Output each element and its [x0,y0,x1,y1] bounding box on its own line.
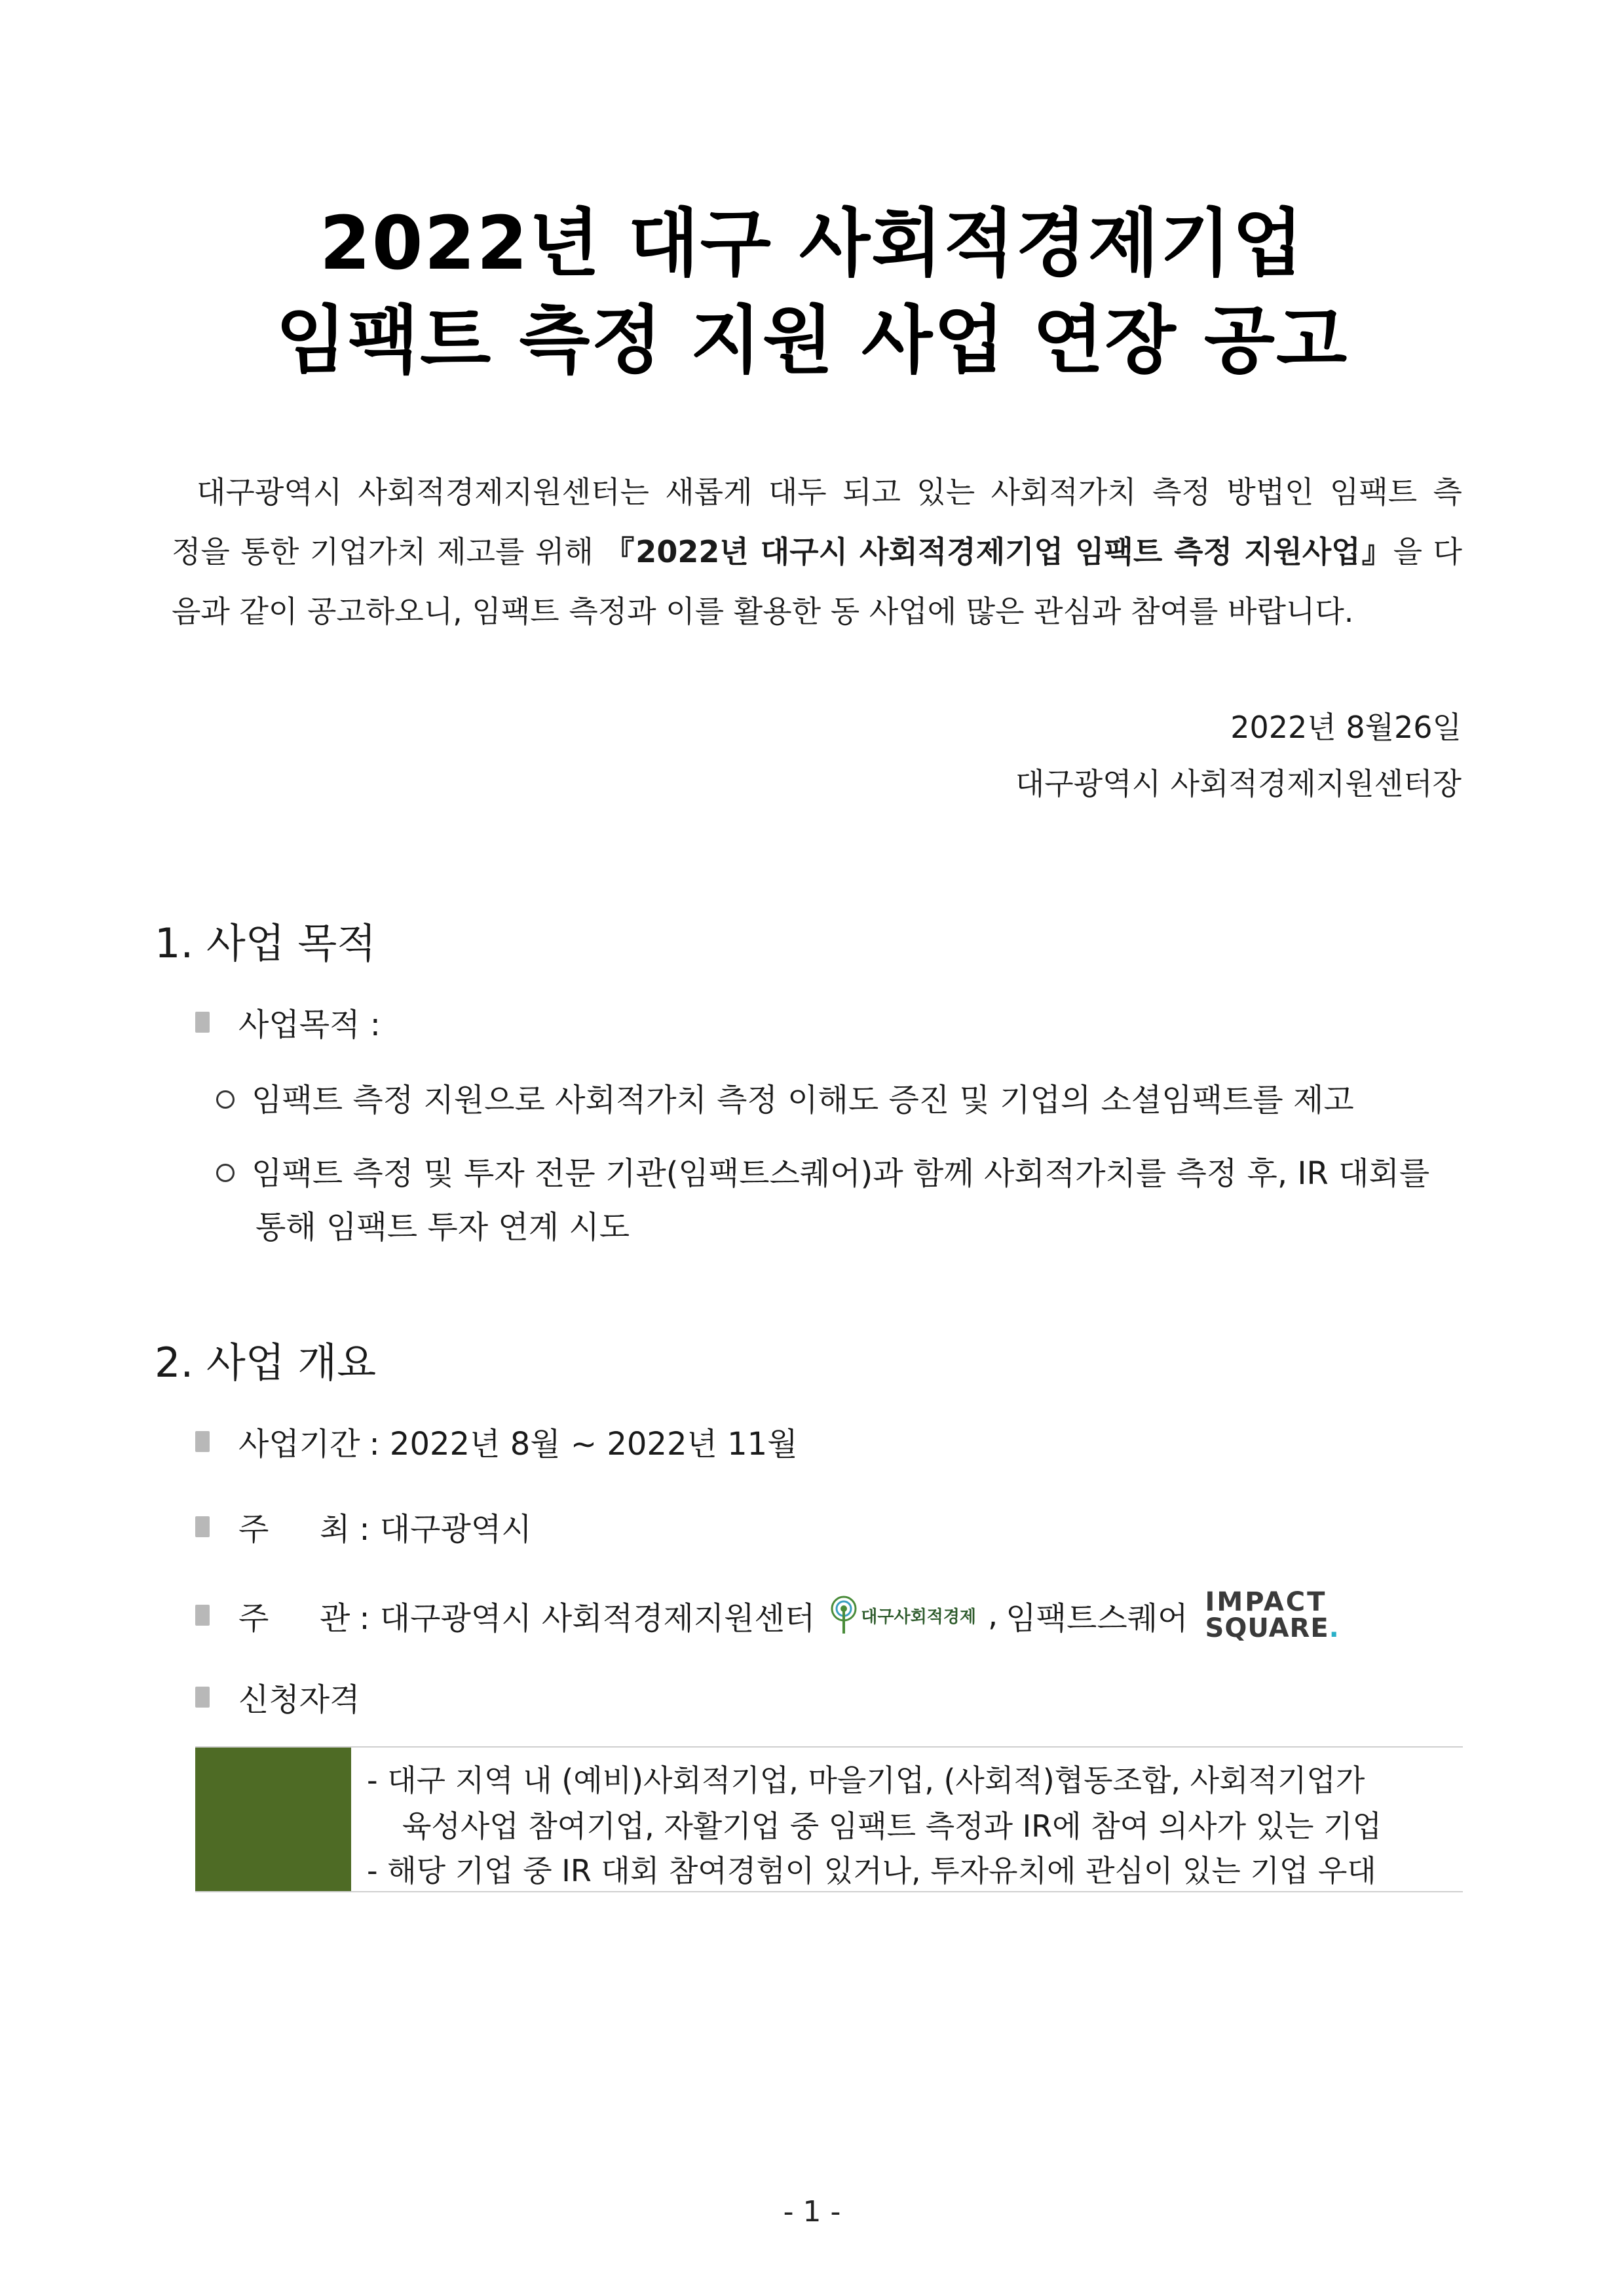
impact-logo-dot-icon: . [1329,1613,1340,1643]
daegu-social-economy-logo [831,1594,976,1636]
section1-heading: 1. 사업 목적 [155,919,377,967]
section2-heading: 2. 사업 개요 [155,1339,377,1387]
impact-logo-line2 [1205,1615,1340,1641]
host-value: : 대구광역시 [359,1511,532,1548]
purpose-item-1 [216,1075,1354,1120]
impact-logo-line1: IMPACT [1205,1587,1327,1617]
intro-paragraph-line3: 음과 같이 공고하오니, 임팩트 측정과 이를 활용한 동 사업에 많은 관심과 참여를 바랍니다. [172,594,1354,629]
purpose-item-2 [216,1148,1429,1193]
purpose-label: 사업목적 : [238,1006,381,1043]
eligibility-table [195,1746,1463,1892]
organizer-value-2: 임팩트스퀘어 [1006,1599,1188,1637]
host-label-char2: 최 [320,1511,350,1548]
purpose-item-2-continuation: 통해 임팩트 투자 연계 시도 [255,1209,630,1246]
intro-line2-suffix: 을 다 [1393,534,1462,569]
announcement-date: 2022년 8월26일 [1230,710,1462,745]
square-bullet-icon [195,1431,210,1452]
intro-paragraph-line1: 대구광역시 사회적경제지원센터는 새롭게 대두 되고 있는 사회적가치 측정 방법인 임팩트 측 [197,474,1462,510]
circle-bullet-icon [216,1164,235,1182]
eligibility-color-swatch [195,1748,351,1891]
period-label: 사업기간 [238,1426,360,1463]
daegu-logo-text: 대구사회적경제 [861,1607,977,1627]
intro-line2-prefix: 정을 통한 기업가치 제고를 위해 [172,534,605,569]
intro-paragraph-line2 [172,528,1462,571]
square-bullet-icon [195,1687,210,1708]
page-number: - 1 - [783,2195,841,2229]
eligibility-bullet [195,1674,360,1719]
host-bullet [195,1504,532,1549]
square-bullet-icon [195,1516,210,1537]
host-label-char1: 주 [238,1511,269,1548]
impact-square-logo [1205,1589,1340,1641]
purpose-item-2-text: 임팩트 측정 및 투자 전문 기관(임팩트스퀘어)과 함께 사회적가치를 측정 후, IR 대회를 [252,1155,1430,1192]
organizer-label-char2: 관 [320,1599,350,1637]
eligibility-line-2: 육성사업 참여기업, 자활기업 중 임팩트 측정과 IR에 참여 의사가 있는 기업 [402,1808,1382,1844]
purpose-item-1-text: 임팩트 측정 지원으로 사회적가치 측정 이해도 증진 및 기업의 소셜임팩트를 제고 [252,1082,1354,1119]
document-title-line2: 임팩트 측정 지원 사업 연장 공고 [275,298,1349,383]
period-bullet [195,1419,798,1464]
square-bullet-icon [195,1605,210,1626]
intro-program-name: 『2022년 대구시 사회적경제기업 임팩트 측정 지원사업』 [604,534,1393,569]
document-title-line1: 2022년 대구 사회적경제기업 [319,201,1305,286]
announcement-signer: 대구광역시 사회적경제지원센터장 [1015,766,1462,801]
organizer-separator: , [988,1597,998,1634]
organizer-value: : 대구광역시 사회적경제지원센터 [359,1599,816,1637]
eligibility-line-1: - 대구 지역 내 (예비)사회적기업, 마을기업, (사회적)협동조합, 사회적기업가 [367,1763,1365,1798]
circle-bullet-icon [216,1090,235,1109]
eligibility-label: 신청자격 [238,1681,360,1718]
organizer-label-char1: 주 [238,1599,269,1637]
impact-logo-line2-text: SQUARE [1205,1613,1329,1643]
purpose-bullet [195,999,381,1044]
square-bullet-icon [195,1012,210,1033]
tree-logo-icon [831,1594,857,1636]
period-value: : 2022년 8월 ~ 2022년 11월 [369,1426,798,1463]
eligibility-line-3: - 해당 기업 중 IR 대회 참여경험이 있거나, 투자유치에 관심이 있는 기업 우대 [367,1853,1376,1888]
organizer-bullet [195,1589,1340,1641]
